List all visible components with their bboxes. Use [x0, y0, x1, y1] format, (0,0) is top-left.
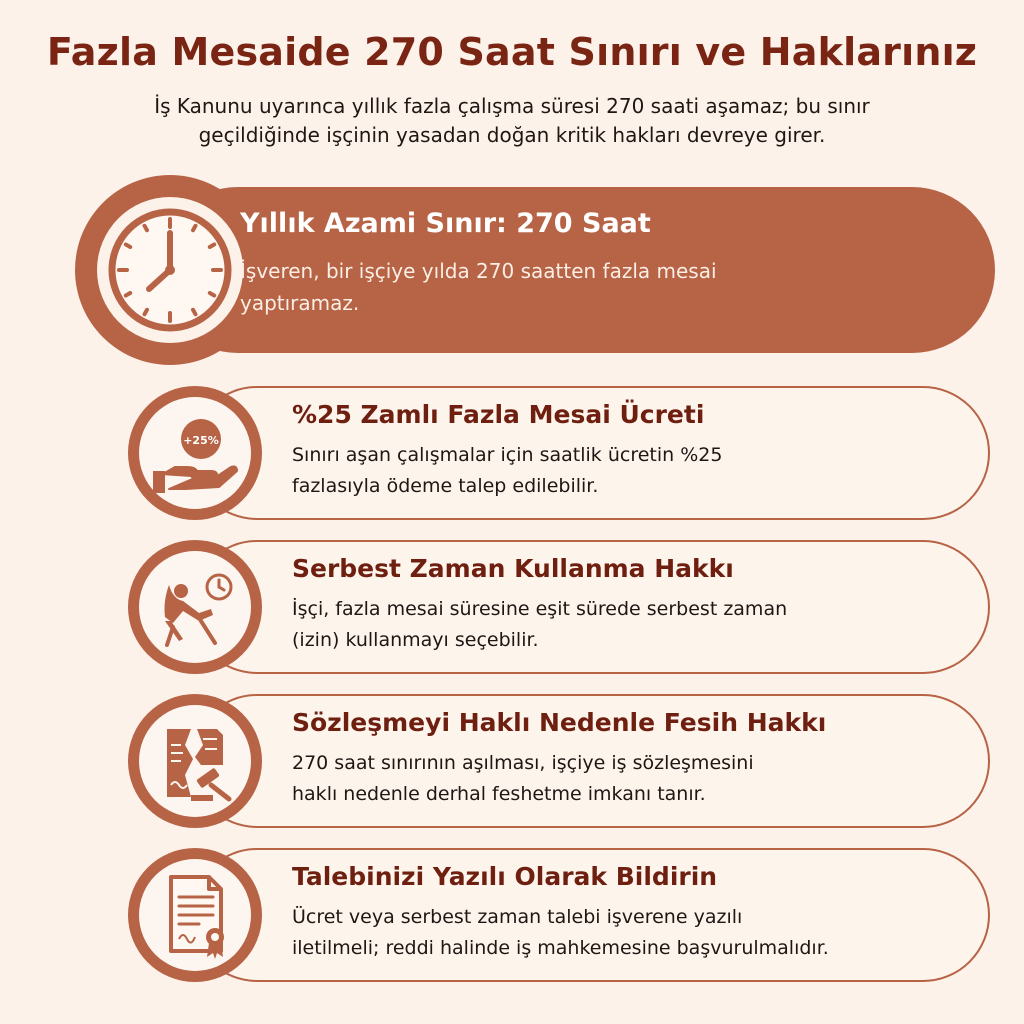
card-desc-line-1: 270 saat sınırının aşılması, işçiye iş sözleşmesini	[292, 752, 754, 774]
icon-badge	[128, 848, 262, 982]
right-card-overtime-pay	[128, 386, 990, 520]
card-desc-line-2: fazlasıyla ödeme talep edilebilir.	[292, 475, 599, 497]
torn-contract-gavel-icon	[139, 705, 251, 817]
hero-desc-line-2: yaptıramaz.	[240, 291, 360, 315]
hero-description	[240, 255, 880, 319]
hero-desc-line-1: İşveren, bir işçiye yılda 270 saatten fazla mesai	[240, 259, 717, 283]
card-title: Serbest Zaman Kullanma Hakkı	[292, 554, 734, 583]
right-card-written-request	[128, 848, 990, 982]
hero-icon-badge	[75, 175, 265, 365]
percent-badge-text: +25%	[183, 434, 219, 447]
hero-title: Yıllık Azami Sınır: 270 Saat	[240, 208, 651, 239]
hand-percent-icon	[139, 397, 251, 509]
card-title: %25 Zamlı Fazla Mesai Ücreti	[292, 400, 705, 429]
card-title: Talebinizi Yazılı Olarak Bildirin	[292, 862, 718, 891]
relaxing-person-clock-icon	[139, 551, 251, 663]
card-description	[292, 748, 972, 810]
icon-badge	[128, 694, 262, 828]
card-desc-line-1: Ücret veya serbest zaman talebi işverene yazılı	[292, 906, 743, 928]
card-desc-line-2: (izin) kullanmayı seçebilir.	[292, 629, 539, 651]
subtitle-line-2: geçildiğinde işçinin yasadan doğan kritik hakları devreye girer.	[198, 123, 826, 147]
card-title: Sözleşmeyi Haklı Nedenle Fesih Hakkı	[292, 708, 827, 737]
card-desc-line-1: İşçi, fazla mesai süresine eşit sürede serbest zaman	[292, 598, 788, 620]
icon-badge	[128, 386, 262, 520]
clock-icon	[97, 197, 243, 343]
icon-badge	[128, 540, 262, 674]
page-subtitle	[40, 92, 984, 150]
card-desc-line-1: Sınırı aşan çalışmalar için saatlik ücretin %25	[292, 444, 723, 466]
certified-document-icon	[139, 859, 251, 971]
subtitle-line-1: İş Kanunu uyarınca yıllık fazla çalışma süresi 270 saati aşamaz; bu sınır	[154, 94, 870, 118]
right-card-free-time	[128, 540, 990, 674]
card-desc-line-2: haklı nedenle derhal feshetme imkanı tanır.	[292, 783, 706, 805]
card-description	[292, 440, 972, 502]
card-description	[292, 594, 972, 656]
card-desc-line-2: iletilmeli; reddi halinde iş mahkemesine başvurulmalıdır.	[292, 937, 829, 959]
card-description	[292, 902, 972, 964]
right-card-termination	[128, 694, 990, 828]
page-title: Fazla Mesaide 270 Saat Sınırı ve Haklarınız	[46, 30, 978, 74]
